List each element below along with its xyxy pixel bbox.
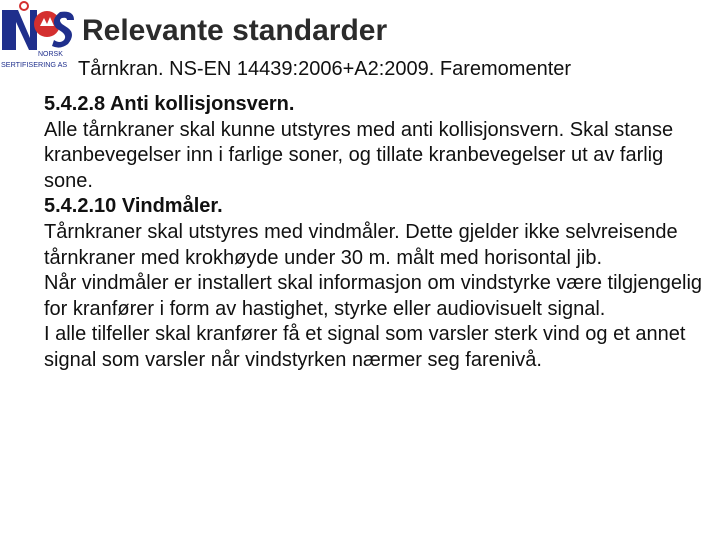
logo-graphic [0,0,76,74]
page-subtitle: Tårnkran. NS-EN 14439:2006+A2:2009. Faremomenter [78,58,572,80]
section-text-anti-kollisjonsvern: Alle tårnkraner skal kunne utstyres med anti kollisjonsvern. Skal stanse kranbevegelser inn i farlige soner, og tillate kranbevegelser ut av farlig sone. [44,118,674,192]
section-text-vindmaler-2: Når vindmåler er installert skal informasjon om vindstyrke være tilgjengelig for kranfører i form av hastighet, styrke eller audiovisuelt signal. [44,272,703,320]
norsk-sertifisering-logo [0,0,76,74]
logo-text-line2: SERTIFISERING AS [1,60,68,69]
page-title: Relevante standarder [82,14,388,47]
section-heading-vindmaler: 5.4.2.10 Vindmåler. [44,195,223,218]
section-text-vindmaler-1: Tårnkraner skal utstyres med vindmåler. Dette gjelder ikke selvreisende tårnkraner med krokhøyde under 30 m. målt med horisontal jib. [44,220,678,269]
section-text-vindmaler-3: I alle tilfeller skal kranfører få et signal som varsler sterk vind og et annet signal som varsler når vindstyrken nærmer seg farenivå. [44,323,686,371]
standard-content [44,92,712,374]
section-heading-anti-kollisjonsvern: 5.4.2.8 Anti kollisjonsvern. [44,93,295,115]
logo-text-line1: NORSK [38,51,63,58]
